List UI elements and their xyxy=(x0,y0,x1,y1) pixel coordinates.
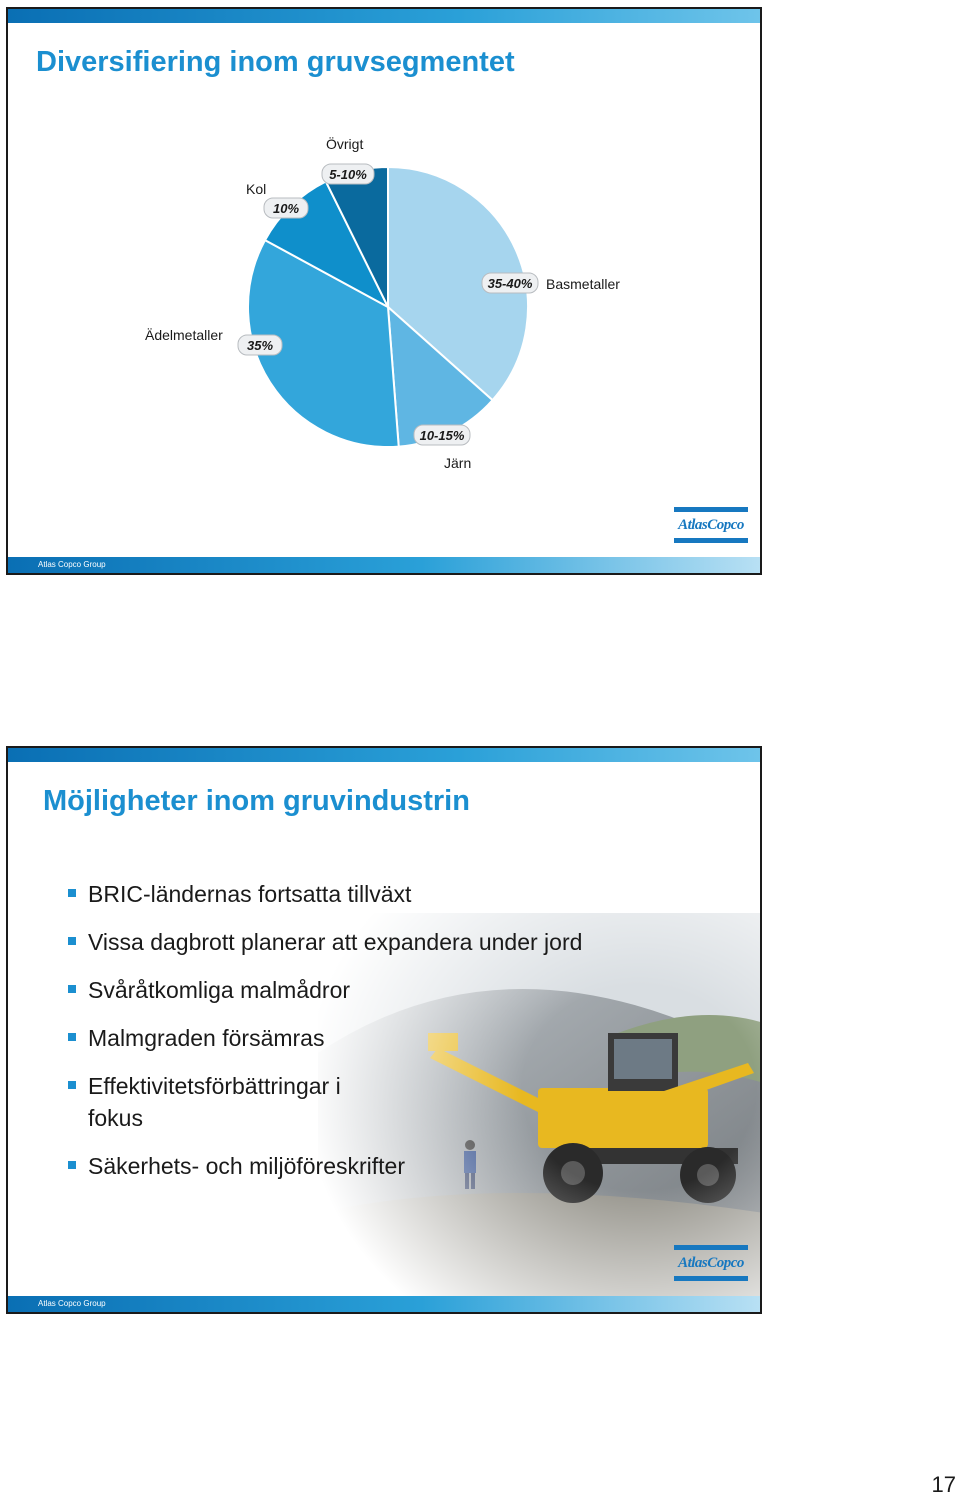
slide-diversification xyxy=(6,7,762,575)
list-item: Svåråtkomliga malmådror xyxy=(68,974,582,1006)
pie-label-basmetaller: Basmetaller xyxy=(546,276,620,292)
list-item: BRIC-ländernas fortsatta tillväxt xyxy=(68,878,582,910)
atlas-copco-logo: AtlasCopco xyxy=(674,1245,748,1281)
slide-opportunities xyxy=(6,746,762,1314)
pie-label-ovrigt: Övrigt xyxy=(326,136,364,152)
slide-title: Möjligheter inom gruvindustrin xyxy=(43,785,470,817)
list-item: Säkerhets- och miljöföreskrifter xyxy=(68,1150,582,1182)
slide-footer-bar xyxy=(8,1296,760,1312)
list-item: Malmgraden försämras xyxy=(68,1022,582,1054)
pie-value-basmetaller: 35-40% xyxy=(487,276,533,291)
pie-value-adelmetaller: 35% xyxy=(246,338,274,353)
pie-value-ovrigt: 5-10% xyxy=(329,167,367,182)
slide-footer-bar xyxy=(8,557,760,573)
footer-text: Atlas Copco Group xyxy=(38,560,106,569)
list-item: Vissa dagbrott planerar att expandera under jord xyxy=(68,926,582,958)
list-item: Effektivitetsförbättringar i fokus xyxy=(68,1070,388,1134)
slide-top-bar xyxy=(8,748,760,762)
pie-label-kol: Kol xyxy=(246,181,267,197)
pie-chart xyxy=(8,9,762,569)
page-number: 17 xyxy=(931,1472,956,1497)
pie-value-kol: 10% xyxy=(272,201,300,216)
pie-value-jarn: 10-15% xyxy=(419,428,465,443)
slide-title: Diversifiering inom gruvsegmentet xyxy=(36,46,515,78)
atlas-copco-logo: AtlasCopco xyxy=(674,507,748,543)
pie-label-adelmetaller: Ädelmetaller xyxy=(145,327,223,343)
footer-text: Atlas Copco Group xyxy=(38,1299,106,1308)
bullet-list xyxy=(68,878,582,1198)
pie-label-jarn: Järn xyxy=(444,455,472,471)
